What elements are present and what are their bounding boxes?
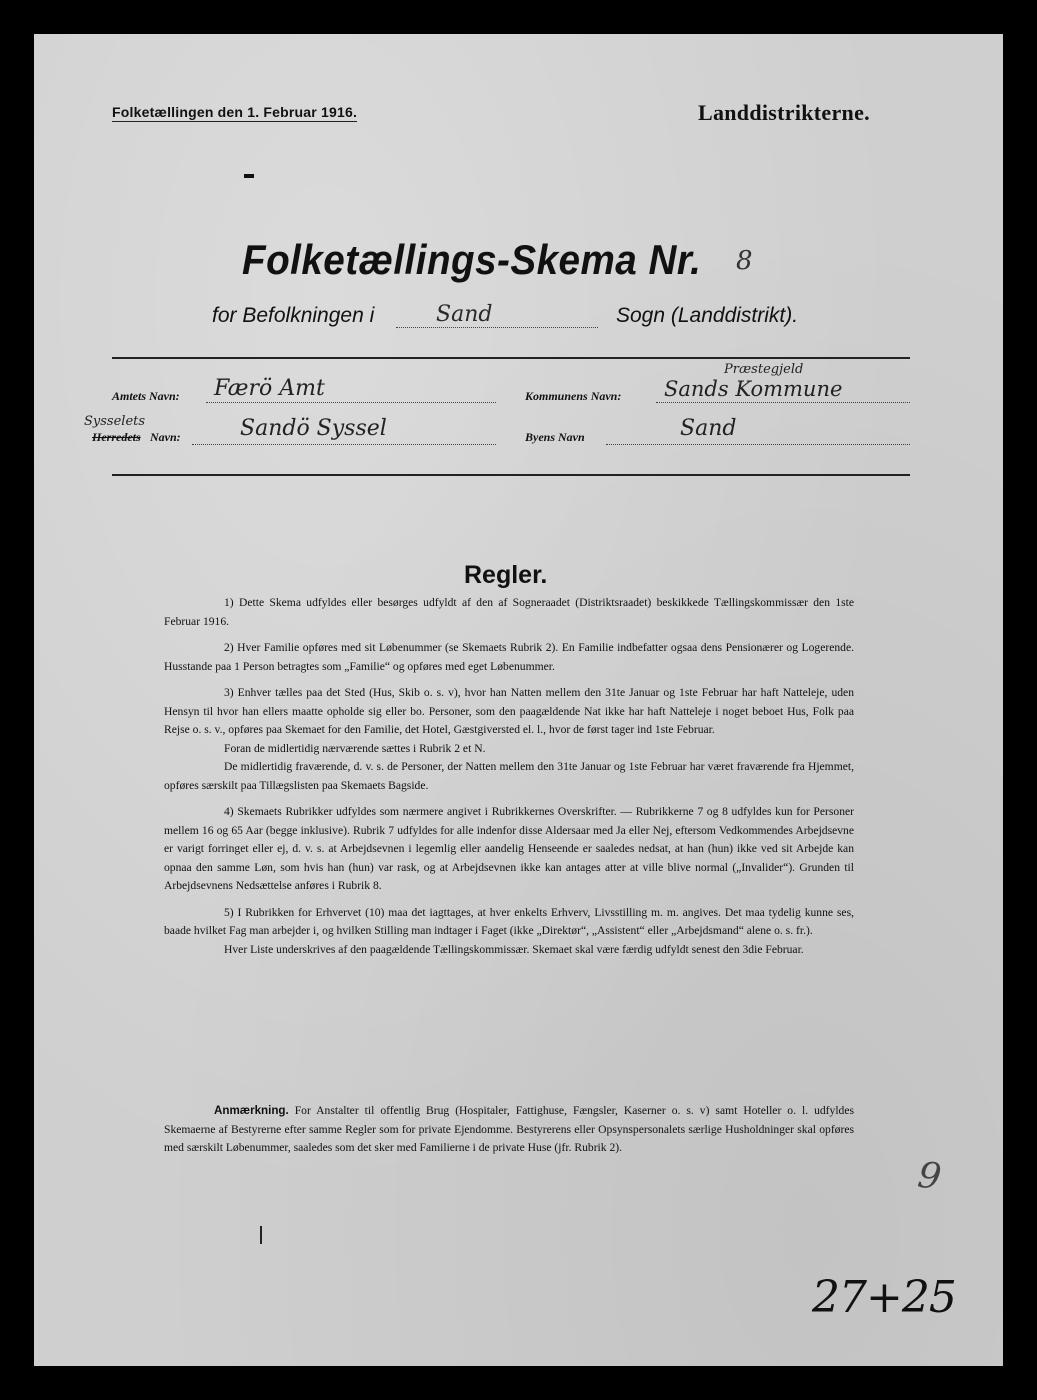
annotation-note [164, 1102, 854, 1158]
herred-label: Navn: [150, 430, 181, 444]
divider-bottom [112, 474, 910, 476]
form-title: Folketællings-Skema Nr. [242, 236, 702, 283]
district-type-header: Landdistrikterne. [698, 100, 870, 125]
rules-body [164, 594, 854, 959]
ink-mark [244, 174, 254, 178]
rule-1: 1) Dette Skema udfyldes eller besørges udfyldt af den af Sogneraadet (Distriktsraadet) beskikkede Tællingskommissær den 1ste Februar 1916. [164, 596, 854, 628]
herred-insert: Sysselets [84, 414, 146, 429]
kommune-label: Kommunens Navn: [525, 389, 622, 403]
rule-4: 4) Skemaets Rubrikker udfyldes som nærmere angivet i Rubrikkernes Overskrifter. — Rubrikkerne 7 og 8 udfyldes kun for Personer mellem 16 og 65 Aar (begge inklusive). Rubrik 7 udfyldes for alle indenfor disse Aldersaar med Ja eller Nej, eftersom Vedkommendes Arbejdsevne er varigt forringet eller ej, d. v. s. at Arbejdsevnen i legemlig eller aandelig Henseende er saaledes nedsat, at han (hun) ikke ved sit Arbejde kan opnaa den samme Løn, som hvis han (hun) var rask, og at Arbejdsevnen ikke kan antages atter at ville blive normal („Invalider“). Grunden til Arbejdsevnens Nedsættelse anføres i Rubrik 8. [164, 805, 854, 892]
ink-tick [260, 1226, 262, 1244]
herred-label-struck: Herredets [92, 430, 141, 444]
rule-3: 3) Enhver tælles paa det Sted (Hus, Skib o. s. v), hvor han Natten mellem den 31te Januar og 1ste Februar har haft Natteleje, uden Hensyn til hvor han ellers maatte opholde sig eller bo. Personer, som den paagældende Nat ikke har haft Natteleje i noget beboet Hus, Folk paa Rejse o. s. v., opføres paa Skemaet for den Familie, det Hotel, Gæstgiversted el. l., hvor de først tager ind 1ste Februar. [164, 686, 854, 736]
rule-5: 5) I Rubrikken for Erhvervet (10) maa det iagttages, at hver enkelts Erhverv, Livsstilling m. m. angives. Det maa tydelig kunne ses, baade hvilket Fag man arbejder i, og hvilken Stilling man indtager i Faget (ikke „Direktør“, „Assistent“ eller „Arbejdsmand“ alene o. s. fr.). [164, 905, 854, 937]
by-dotline [606, 444, 910, 445]
amt-value: Færö Amt [214, 376, 325, 401]
kommune-value: Sands Kommune [664, 377, 843, 401]
kommune-insert: Præstegjeld [724, 362, 804, 377]
amt-dotline [206, 402, 496, 403]
annotation-text: For Anstalter til offentlig Brug (Hospitaler, Fattighuse, Fængsler, Kaserner o. s. v) samt Hoteller o. l. udfyldes Skemaerne af Bestyrerne efter samme Regler som for private Ejendomme. Bestyrerens eller Opsynspersonalets særlige Husholdninger skal opføres med særskilt Løbenummer, saaledes som det sker med Familierne i de private Huse (jfr. Rubrik 2). [164, 1104, 855, 1154]
margin-handwritten-number: 9 [915, 1154, 944, 1199]
bottom-handwritten-number: 27+25 [812, 1272, 956, 1323]
annotation-label: Anmærkning. [214, 1104, 289, 1117]
sogn-suffix: Sogn (Landdistrikt). [616, 304, 799, 327]
rule-6: Hver Liste underskrives af den paagældende Tællingskommissær. Skemaet skal være færdig udfyldt senest den 3die Februar. [224, 942, 804, 956]
herred-value: Sandö Syssel [240, 416, 387, 441]
census-date-header: Folketællingen den 1. Februar 1916. [112, 104, 358, 120]
rule-3-note-absent: De midlertidig fraværende, d. v. s. de Personer, der Natten mellem den 31te Januar og 1ste Februar har været fraværende fra Hjemmet, opføres særskilt paa Tillægslisten paa Skemaets Bagside. [164, 760, 854, 792]
herred-dotline [192, 444, 496, 445]
rule-2: 2) Hver Familie opføres med sit Løbenummer (se Skemaets Rubrik 2). En Familie indbefatter ogsaa dens Pensionærer og Logerende. Husstande paa 1 Person betragtes som „Familie“ og opføres med eget Løbenummer. [164, 641, 854, 673]
form-number-handwritten: 8 [736, 246, 753, 276]
sogn-field: Sand [396, 302, 598, 328]
by-value: Sand [680, 416, 737, 441]
rule-3-note-present: Foran de midlertidig nærværende sættes i Rubrik 2 et N. [224, 741, 486, 755]
rules-heading: Regler. [464, 561, 548, 589]
kommune-dotline [656, 402, 910, 403]
divider-top [112, 357, 910, 359]
by-label: Byens Navn [525, 430, 585, 444]
amt-label: Amtets Navn: [112, 389, 180, 403]
population-prefix: for Befolkningen i [212, 304, 375, 327]
census-form-sheet [34, 34, 1003, 1366]
